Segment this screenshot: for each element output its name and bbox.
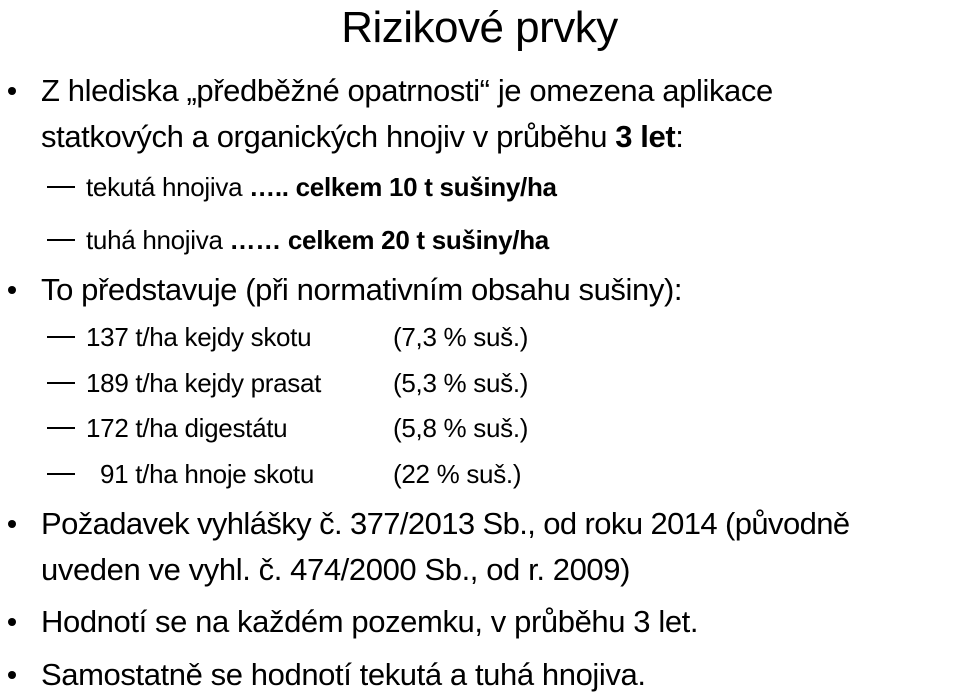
item1-colon: : xyxy=(675,119,684,154)
bullet-icon xyxy=(8,520,16,528)
bullet-icon xyxy=(8,87,16,95)
item4-line1: Hodnotí se na každém pozemku, v průběhu 3 let. xyxy=(41,604,699,639)
dash-icon xyxy=(47,382,75,384)
dash-icon xyxy=(47,186,75,188)
equivalent-row xyxy=(86,411,528,445)
bullet-icon xyxy=(8,671,16,679)
item1-line2 xyxy=(41,120,684,154)
equivalent-dry-matter: (7,3 % suš.) xyxy=(393,322,529,352)
equivalent-dry-matter: (5,8 % suš.) xyxy=(393,413,529,443)
item3-line2: uveden ve vyhl. č. 474/2000 Sb., od r. 2009) xyxy=(41,552,631,587)
item1-line1: Z hlediska „předběžné opatrnosti“ je omezena aplikace xyxy=(41,73,773,108)
equivalent-row xyxy=(86,457,521,491)
equivalent-dry-matter: (22 % suš.) xyxy=(393,459,522,489)
bullet-icon xyxy=(8,286,16,294)
item2-line1: To představuje (při normativním obsahu sušiny): xyxy=(41,272,683,307)
bullet-icon xyxy=(8,618,16,626)
dash-icon xyxy=(47,427,75,429)
equivalent-amount: 91 t/ha hnoje skotu xyxy=(100,459,315,489)
liquid-fertilizer-line xyxy=(86,170,557,204)
equivalent-dry-matter: (5,3 % suš.) xyxy=(393,368,529,398)
dash-icon xyxy=(47,473,75,475)
liquid-fertilizer-label: tekutá hnojiva xyxy=(86,172,250,202)
item1-duration: 3 let xyxy=(615,119,676,154)
equivalent-amount: 189 t/ha kejdy prasat xyxy=(86,368,322,398)
solid-fertilizer-limit: …… celkem 20 t sušiny/ha xyxy=(229,225,549,255)
solid-fertilizer-line xyxy=(86,223,549,257)
item5-line1: Samostatně se hodnotí tekutá a tuhá hnojiva. xyxy=(41,657,646,692)
solid-fertilizer-label: tuhá hnojiva xyxy=(86,225,230,255)
item3-line1: Požadavek vyhlášky č. 377/2013 Sb., od roku 2014 (původně xyxy=(41,506,850,541)
liquid-fertilizer-limit: ….. celkem 10 t sušiny/ha xyxy=(249,172,557,202)
equivalent-row xyxy=(86,320,528,354)
equivalent-amount: 172 t/ha digestátu xyxy=(86,413,288,443)
equivalent-row xyxy=(86,366,528,400)
equivalent-amount: 137 t/ha kejdy skotu xyxy=(86,322,312,352)
dash-icon xyxy=(47,239,75,241)
item1-line2-text: statkových a organických hnojiv v průběhu xyxy=(41,119,616,154)
slide-title: Rizikové prvky xyxy=(341,3,618,52)
dash-icon xyxy=(47,336,75,338)
